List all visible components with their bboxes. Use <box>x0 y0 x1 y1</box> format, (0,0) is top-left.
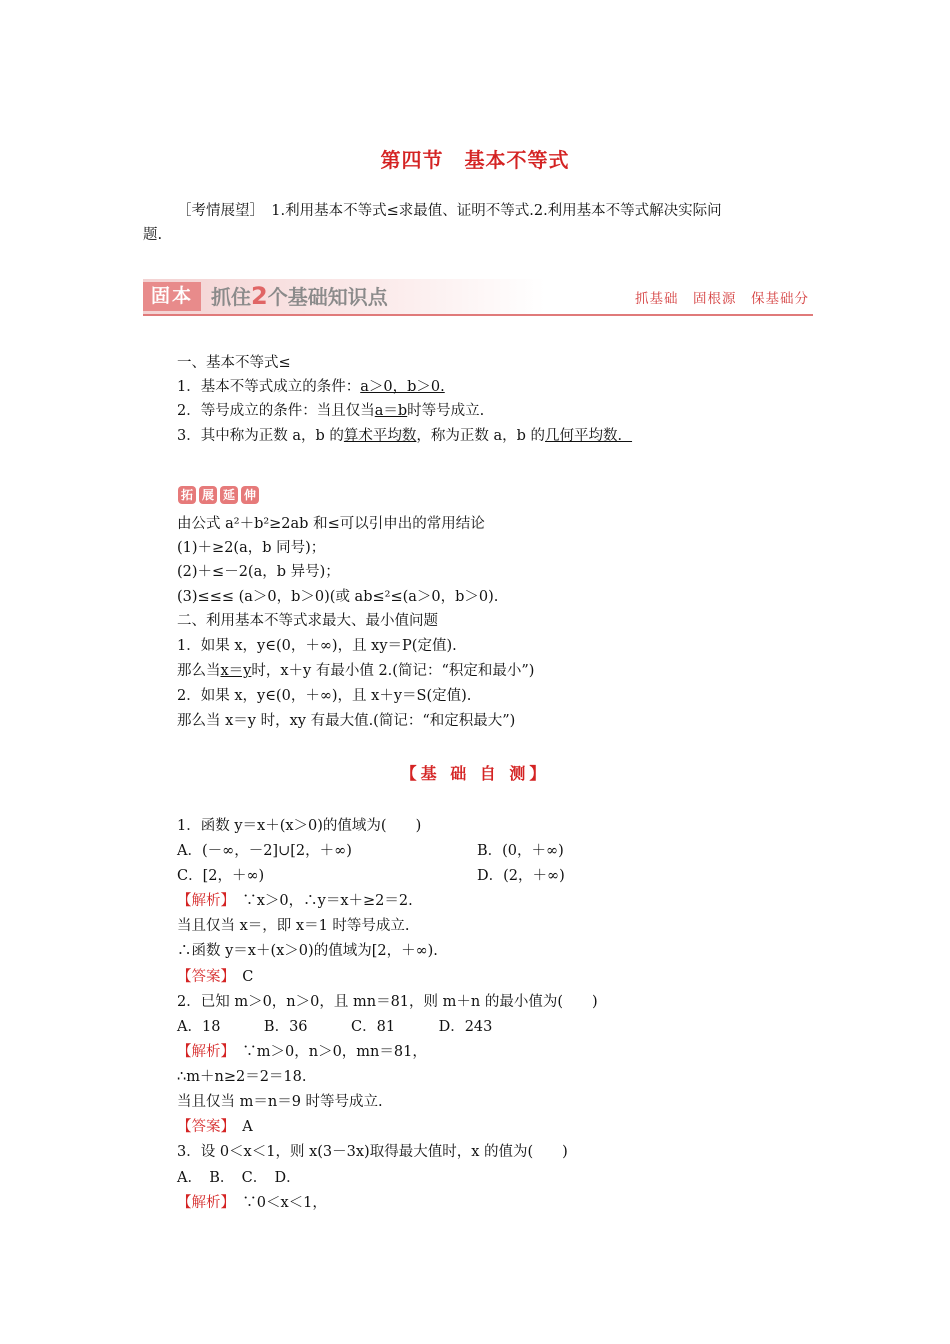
extension-line4: (3)≤≤≤ (a＞0，b＞0)(或 ab≤²≤(a＞0，b＞0). <box>177 589 499 605</box>
section2-heading: 二、利用基本不等式求最大、最小值问题 <box>177 613 438 629</box>
self-test-heading: 【基 础 自 测】 <box>400 764 550 783</box>
extension-line3: (2)＋≤－2(a，b 异号)； <box>177 564 340 580</box>
q1-solution-line3: ∴函数 y＝x＋(x＞0)的值域为[2，＋∞). <box>177 943 438 959</box>
conclusion-prefix: 那么当 <box>177 663 221 679</box>
q2-options: A．18 B．36 C．81 D．243 <box>177 1019 493 1035</box>
badge-char: 伸 <box>241 486 259 504</box>
section1-heading: 一、基本不等式≤ <box>177 355 291 371</box>
section2-point1-conclusion <box>177 660 534 682</box>
answer-value: A <box>227 1119 253 1135</box>
answer-label: 【答案】 <box>177 969 228 985</box>
q1-option-a: A．(－∞，－2]∪[2，＋∞) <box>177 843 352 859</box>
item3-text-b: ，称为正数 a，b 的 <box>416 428 546 444</box>
question-3: 3．设 0＜x＜1，则 x(3－3x)取得最大值时，x 的值为( ) <box>177 1144 568 1160</box>
badge-char: 拓 <box>178 486 196 504</box>
section2-point2: 2．如果 x，y∈(0，＋∞)，且 x＋y＝S(定值). <box>177 688 472 704</box>
q1-answer <box>177 966 253 988</box>
conclusion-suffix: 时，x＋y 有最小值 2.(简记：“积定和最小”) <box>251 663 535 679</box>
extension-line2: (1)＋≥2(a，b 同号)； <box>177 540 326 556</box>
question-1: 1．函数 y＝x＋(x＞0)的值域为( ) <box>177 818 422 834</box>
item1-text: 1．基本不等式成立的条件： <box>177 379 361 395</box>
banner-slogan: 抓基础 固根源 保基础分 <box>635 291 809 307</box>
q2-answer <box>177 1116 253 1138</box>
item1-answer: a＞0，b＞0. <box>360 379 445 395</box>
item3-answer-1: 算术平均数 <box>343 428 417 444</box>
section1-item1 <box>177 376 445 398</box>
q2-solution-line2: ∴m＋n≥2＝2＝18. <box>177 1069 307 1085</box>
badge-char: 延 <box>220 486 238 504</box>
badge-char: 展 <box>199 486 217 504</box>
section-banner <box>143 279 813 316</box>
extension-line1: 由公式 a²＋b²≥2ab 和≤可以引申出的常用结论 <box>177 516 485 532</box>
section2-point1 <box>177 635 457 657</box>
section2-point2-conclusion: 那么当 x＝y 时，xy 有最大值.(简记：“和定积最大”) <box>177 713 516 729</box>
banner-title-number: 2 <box>251 282 268 310</box>
item2-answer: a＝b <box>374 403 408 419</box>
section1-item2 <box>177 400 484 422</box>
answer-value: C <box>227 969 254 985</box>
q1-solution-line1 <box>177 890 413 912</box>
q2-solution-line3: 当且仅当 m＝n＝9 时等号成立. <box>177 1094 383 1110</box>
q2-solution-line1 <box>177 1041 427 1063</box>
q3-solution-line1 <box>177 1192 327 1214</box>
item2-suffix: 时等号成立. <box>407 403 485 419</box>
q3-options: A． B． C． D． <box>177 1170 301 1186</box>
banner-title-prefix: 抓住 <box>211 285 251 309</box>
point1-number: 1 <box>177 638 187 654</box>
answer-label: 【答案】 <box>177 1119 228 1135</box>
extension-badge <box>178 484 266 504</box>
exam-outlook-line2: 题. <box>143 227 163 243</box>
banner-title <box>211 281 388 313</box>
item3-text-a: ．其中称为正数 a，b 的 <box>186 428 344 444</box>
solution-label: 【解析】 <box>177 1195 228 1211</box>
question-2: 2．已知 m＞0，n＞0，且 mn＝81，则 m＋n 的最小值为( ) <box>177 994 598 1010</box>
solution-text: ∵x＞0，∴y＝x＋≥2＝2. <box>227 893 413 909</box>
q1-option-d: D．(2，＋∞) <box>477 868 565 884</box>
exam-outlook-line1: ［考情展望］ 1.利用基本不等式≤求最值、证明不等式.2.利用基本不等式解决实际问 <box>177 203 722 219</box>
page-title: 第四节 基本不等式 <box>380 148 570 172</box>
q1-option-b: B．(0，＋∞) <box>477 843 564 859</box>
banner-title-suffix: 个基础知识点 <box>267 285 388 309</box>
solution-label: 【解析】 <box>177 893 228 909</box>
item3-answer-2: 几何平均数． <box>545 428 633 444</box>
point1-text: ．如果 x，y∈(0，＋∞)，且 xy＝P(定值). <box>186 638 457 654</box>
item2-text: 2．等号成立的条件：当且仅当 <box>177 403 375 419</box>
q1-option-c: C．[2，＋∞) <box>177 868 265 884</box>
q1-solution-line2: 当且仅当 x＝，即 x＝1 时等号成立. <box>177 918 410 934</box>
solution-label: 【解析】 <box>177 1044 228 1060</box>
solution-text: ∵m＞0，n＞0，mn＝81， <box>227 1044 427 1060</box>
section1-item3 <box>177 425 632 447</box>
solution-text: ∵0＜x＜1， <box>227 1195 327 1211</box>
item3-number: 3 <box>177 428 187 444</box>
banner-label: 固本 <box>143 282 201 311</box>
conclusion-answer: x＝y <box>220 663 252 679</box>
